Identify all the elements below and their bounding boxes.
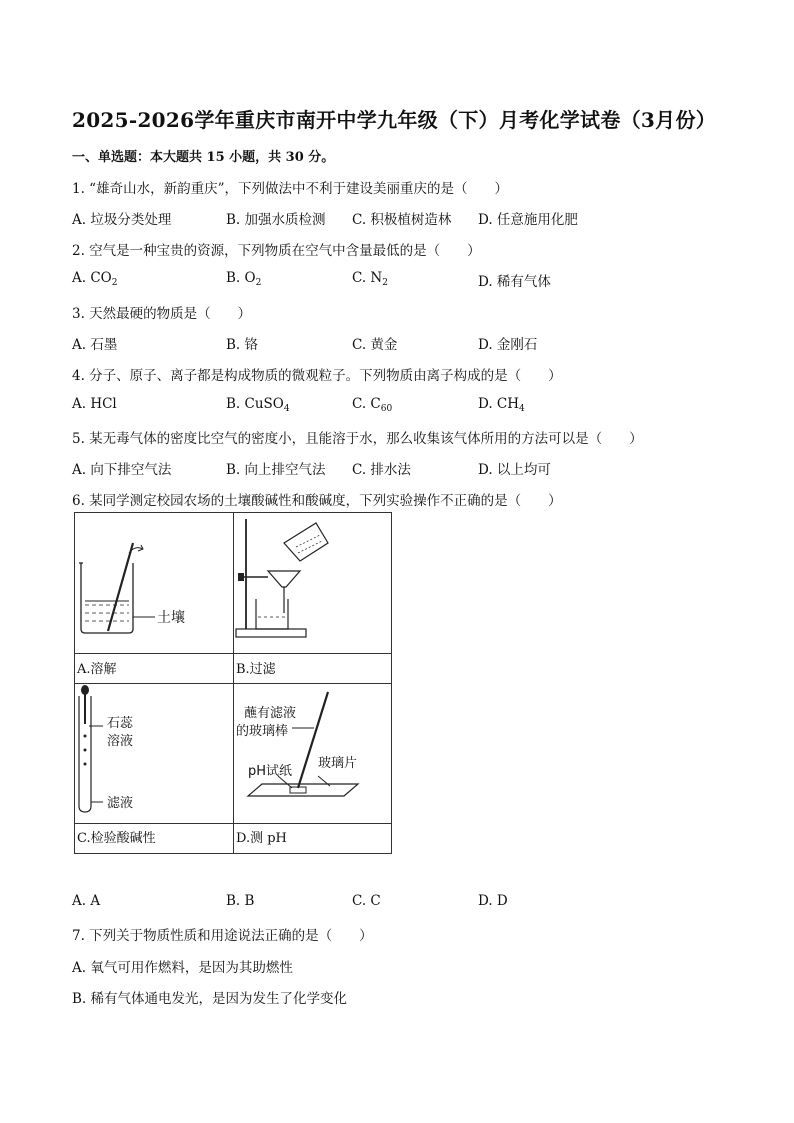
q4-c-text: C. C xyxy=(352,396,381,412)
beaker-stirring-illustration xyxy=(75,513,233,653)
filtration-illustration xyxy=(234,513,391,653)
q1-option-a: A. 垃圾分类处理 xyxy=(72,212,172,228)
q4-d-subscript: 4 xyxy=(519,404,525,414)
question-1-options xyxy=(72,208,632,228)
q1-option-c: C. 积极植树造林 xyxy=(352,212,452,228)
q2-a-subscript: 2 xyxy=(111,278,118,288)
q3-option-a: A. 石墨 xyxy=(72,337,118,353)
question-1-stem: 1. “雄奇山水，新韵重庆”，下列做法中不利于建设美丽重庆的是（ ） xyxy=(72,181,508,197)
q4-option-c xyxy=(352,396,392,414)
q5-option-d: D. 以上均可 xyxy=(478,462,551,478)
q6-option-c: C. C xyxy=(352,893,381,909)
table-divider-1 xyxy=(75,653,391,654)
q6-option-a: A. A xyxy=(72,893,101,909)
figure-c-label-litmus: 石蕊 xyxy=(107,716,134,731)
figure-a-caption: A.溶解 xyxy=(77,662,117,677)
q2-option-a xyxy=(72,270,117,288)
q4-option-b xyxy=(226,396,290,414)
q2-option-d: D. 稀有气体 xyxy=(478,274,551,290)
q4-b-subscript: 4 xyxy=(283,404,290,414)
experiment-figure-table xyxy=(74,512,392,854)
q2-c-text: C. N xyxy=(352,270,383,286)
question-2-options xyxy=(72,270,632,290)
q5-option-c: C. 排水法 xyxy=(352,462,411,478)
question-4-stem: 4. 分子、原子、离子都是构成物质的微观粒子。下列物质由离子构成的是（ ） xyxy=(72,368,562,384)
figure-d-label-rod: 的玻璃棒 xyxy=(236,724,289,739)
q6-option-d: D. D xyxy=(478,893,508,909)
q3-option-c: C. 黄金 xyxy=(352,337,398,353)
q5-option-b: B. 向上排空气法 xyxy=(226,462,326,478)
figure-d-label-ph-paper: pH试纸 xyxy=(248,764,293,779)
q1-option-b: B. 加强水质检测 xyxy=(226,212,326,228)
q4-c-subscript: 60 xyxy=(380,404,393,414)
figure-b-caption: B.过滤 xyxy=(236,662,276,677)
figure-b-filter xyxy=(234,513,391,653)
q7-option-a: A. 氧气可用作燃料，是因为其助燃性 xyxy=(72,960,293,976)
q2-option-b xyxy=(226,270,261,288)
question-7-stem: 7. 下列关于物质性质和用途说法正确的是（ ） xyxy=(72,928,373,944)
question-3-options xyxy=(72,333,632,353)
figure-d-label-glass-plate: 玻璃片 xyxy=(318,756,358,771)
figure-c-caption: C.检验酸碱性 xyxy=(77,831,156,846)
q5-option-a: A. 向下排空气法 xyxy=(72,462,172,478)
q4-d-text: D. CH xyxy=(478,396,520,412)
question-4-options xyxy=(72,396,632,416)
q2-b-text: B. O xyxy=(226,270,256,286)
question-3-stem: 3. 天然最硬的物质是（ ） xyxy=(72,306,252,322)
q4-b-text: B. CuSO xyxy=(226,396,284,412)
q2-c-subscript: 2 xyxy=(382,278,388,288)
section-heading: 一、单选题：本大题共 15 小题，共 30 分。 xyxy=(72,150,335,165)
figure-c-label-filtrate: 滤液 xyxy=(107,796,134,811)
figure-a-label-soil: 土壤 xyxy=(157,610,185,626)
test-tube-dropper-illustration xyxy=(75,684,233,823)
figure-d-caption: D.测 pH xyxy=(236,831,287,846)
question-5-options xyxy=(72,458,632,478)
question-2-stem: 2. 空气是一种宝贵的资源，下列物质在空气中含量最低的是（ ） xyxy=(72,243,481,259)
q4-option-d xyxy=(478,396,525,414)
q1-option-d: D. 任意施用化肥 xyxy=(478,212,578,228)
figure-d-ph xyxy=(234,684,391,823)
question-5-stem: 5. 某无毒气体的密度比空气的密度小，且能溶于水，那么收集该气体所用的方法可以是（ ） xyxy=(72,431,643,447)
page-title: 2025-2026学年重庆市南开中学九年级（下）月考化学试卷（3月份） xyxy=(72,108,717,132)
q2-option-c xyxy=(352,270,388,288)
q7-option-b: B. 稀有气体通电发光，是因为发生了化学变化 xyxy=(72,991,348,1007)
figure-c-label-solution: 溶液 xyxy=(107,734,134,749)
q3-option-d: D. 金刚石 xyxy=(478,337,538,353)
table-divider-3 xyxy=(75,823,391,824)
q3-option-b: B. 铬 xyxy=(226,337,259,353)
figure-a-dissolve xyxy=(75,513,233,653)
q2-a-text: A. CO xyxy=(72,270,112,286)
question-6-options xyxy=(72,893,632,913)
question-6-stem: 6. 某同学测定校园农场的土壤酸碱性和酸碱度，下列实验操作不正确的是（ ） xyxy=(72,493,562,509)
figure-d-label-dipped: 蘸有滤液 xyxy=(244,706,297,721)
q2-b-subscript: 2 xyxy=(255,278,262,288)
q6-option-b: B. B xyxy=(226,893,255,909)
figure-c-test xyxy=(75,684,233,823)
q4-option-a: A. HCl xyxy=(72,396,117,412)
